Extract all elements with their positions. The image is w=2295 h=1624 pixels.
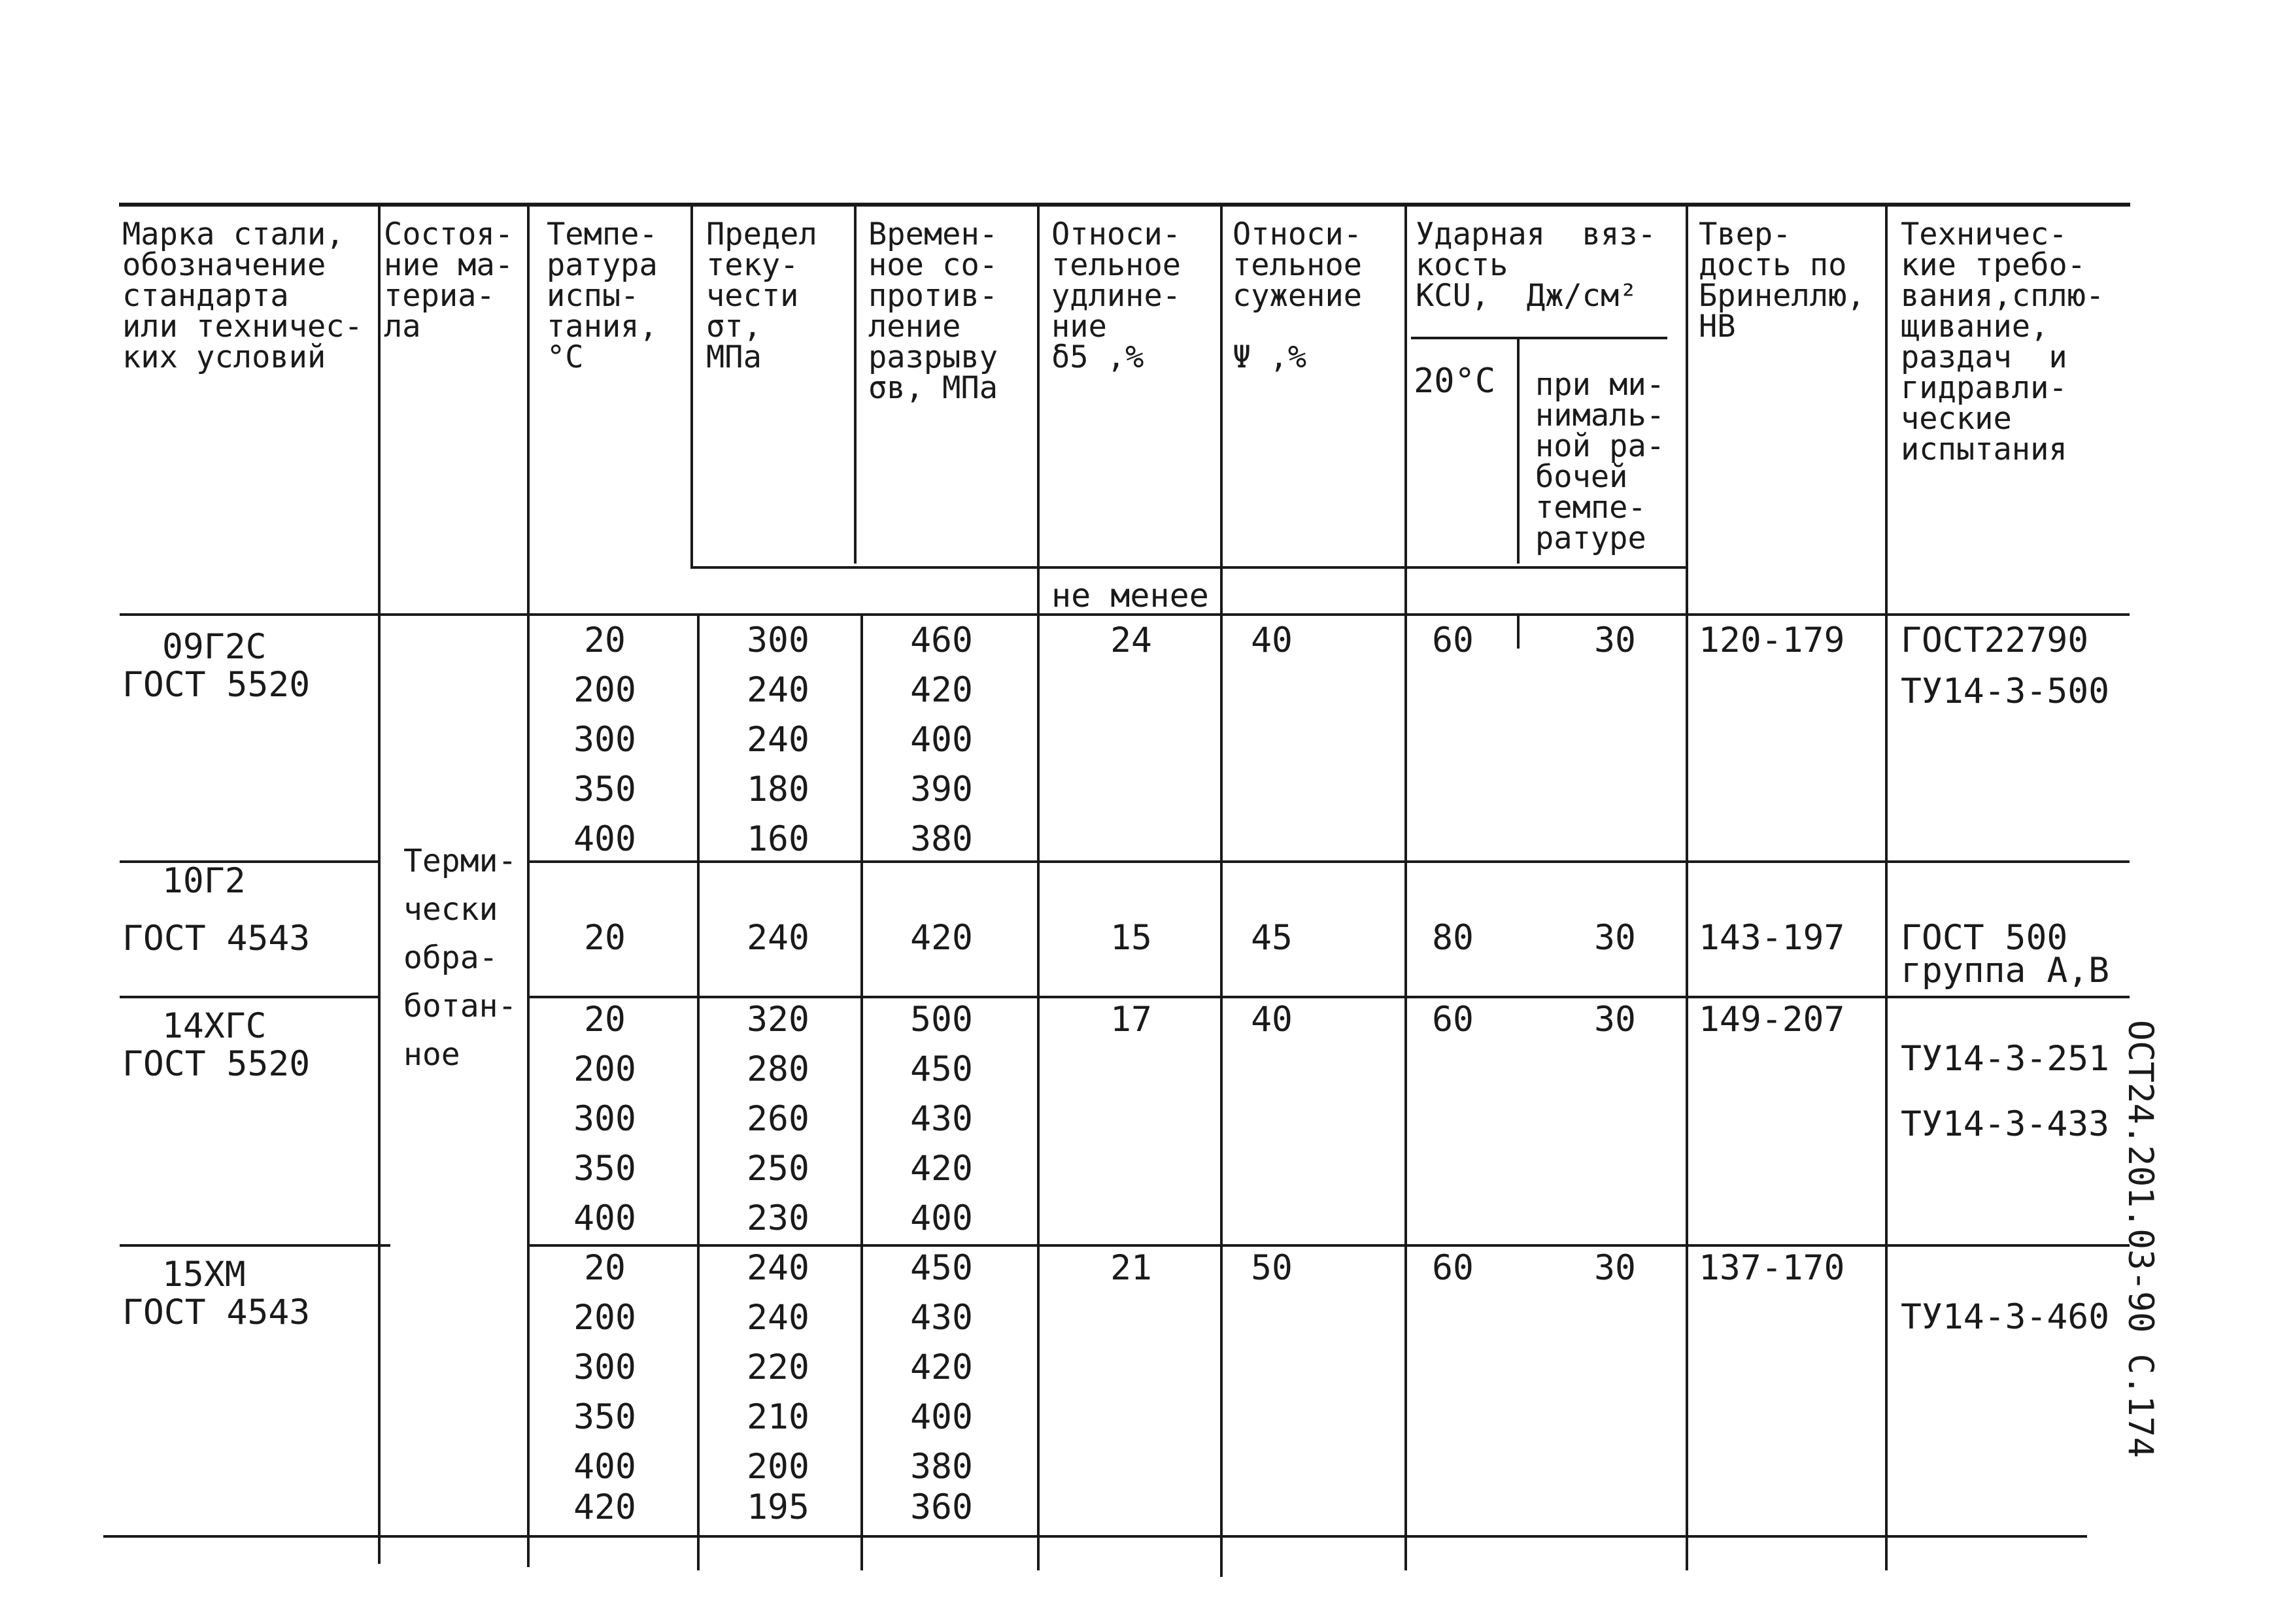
impact-20c-value: 60 xyxy=(1432,620,1474,660)
yield-strength: 280 xyxy=(747,1049,809,1089)
header-impact-20c: 20°С xyxy=(1414,362,1496,401)
tensile-strength: 450 xyxy=(910,1049,973,1089)
header-min-label: не менее xyxy=(1051,577,1209,615)
tensile-strength: 400 xyxy=(910,1397,973,1437)
impact-20c-value: 80 xyxy=(1432,918,1474,958)
hardness-value: 149-207 xyxy=(1699,1000,1845,1040)
tensile-strength: 420 xyxy=(910,670,973,710)
header-temp: Темпе- ратура испы- тания, °С xyxy=(547,216,658,375)
hardness-value: 143-197 xyxy=(1699,918,1845,958)
steel-standard: ГОСТ 5520 xyxy=(122,1044,311,1084)
test-temperature: 350 xyxy=(573,770,636,809)
yield-strength: 240 xyxy=(747,720,809,760)
steel-standard: ГОСТ 5520 xyxy=(122,665,311,705)
tensile-strength: 390 xyxy=(910,770,973,809)
tech-requirement: ТУ14-3-251 xyxy=(1901,1039,2110,1079)
hardness-value: 137-170 xyxy=(1699,1248,1845,1288)
header-yield: Предел теку- чести σт, МПа xyxy=(706,216,817,375)
tensile-strength: 430 xyxy=(910,1099,973,1139)
steel-grade: 10Г2 xyxy=(162,861,246,901)
test-temperature: 20 xyxy=(584,1248,626,1288)
yield-strength: 240 xyxy=(747,1248,809,1288)
tensile-strength: 420 xyxy=(910,918,973,958)
impact-20c-value: 60 xyxy=(1432,1000,1474,1040)
tech-requirement: ТУ14-3-500 xyxy=(1901,671,2110,711)
steel-grade: 09Г2С xyxy=(162,627,267,667)
header-tech-requirements: Техничес- кие требо- вания,сплю- щивание, раздач и гидравли- ческие испытания xyxy=(1901,216,2105,467)
impact-20c-value: 60 xyxy=(1432,1248,1474,1288)
yield-strength: 220 xyxy=(747,1347,809,1387)
tensile-strength: 380 xyxy=(910,1447,973,1487)
header-elongation: Относи- тельное удлине- ние δ5 ,% xyxy=(1051,216,1182,375)
test-temperature: 350 xyxy=(573,1397,636,1437)
yield-strength: 195 xyxy=(747,1487,809,1527)
impact-min-temp-value: 30 xyxy=(1594,620,1636,660)
test-temperature: 400 xyxy=(573,1447,636,1487)
yield-strength: 160 xyxy=(747,819,809,859)
tensile-strength: 400 xyxy=(910,720,973,760)
test-temperature: 400 xyxy=(573,1198,636,1238)
test-temperature: 300 xyxy=(573,720,636,760)
contraction-value: 40 xyxy=(1251,1000,1293,1040)
test-temperature: 20 xyxy=(584,918,626,958)
tensile-strength: 360 xyxy=(910,1487,973,1527)
steel-grade: 15ХМ xyxy=(162,1255,246,1294)
yield-strength: 210 xyxy=(747,1397,809,1437)
impact-min-temp-value: 30 xyxy=(1594,1000,1636,1040)
contraction-value: 40 xyxy=(1251,620,1293,660)
test-temperature: 200 xyxy=(573,670,636,710)
test-temperature: 300 xyxy=(573,1099,636,1139)
material-state: Терми- чески обра- ботан- ное xyxy=(403,843,517,1073)
yield-strength: 240 xyxy=(747,1298,809,1338)
tensile-strength: 460 xyxy=(910,620,973,660)
tech-requirement: ТУ14-3-433 xyxy=(1901,1104,2110,1144)
yield-strength: 260 xyxy=(747,1099,809,1139)
elongation-value: 24 xyxy=(1110,620,1152,660)
hardness-value: 120-179 xyxy=(1699,620,1845,660)
impact-min-temp-value: 30 xyxy=(1594,918,1636,958)
header-tensile: Времен- ное со- против- ление разрыву σв, МПа xyxy=(868,216,998,406)
steel-grade: 14ХГС xyxy=(162,1006,267,1046)
header-state: Состоя- ние ма- териа- ла xyxy=(384,216,514,345)
contraction-value: 50 xyxy=(1251,1248,1293,1288)
test-temperature: 20 xyxy=(584,1000,626,1040)
test-temperature: 200 xyxy=(573,1298,636,1338)
elongation-value: 17 xyxy=(1110,1000,1152,1040)
test-temperature: 20 xyxy=(584,620,626,660)
yield-strength: 180 xyxy=(747,770,809,809)
tech-requirement: ГОСТ22790 xyxy=(1901,620,2089,660)
tensile-strength: 420 xyxy=(910,1149,973,1189)
yield-strength: 240 xyxy=(747,918,809,958)
header-impact-min-temp: при ми- нималь- ной ра- бочей темпе- ратуре xyxy=(1535,367,1665,556)
test-temperature: 200 xyxy=(573,1049,636,1089)
tensile-strength: 380 xyxy=(910,819,973,859)
tensile-strength: 430 xyxy=(910,1298,973,1338)
elongation-value: 15 xyxy=(1110,918,1152,958)
header-hardness: Твер- дость по Бринеллю, НВ xyxy=(1699,216,1865,345)
tensile-strength: 400 xyxy=(910,1198,973,1238)
test-temperature: 400 xyxy=(573,819,636,859)
elongation-value: 21 xyxy=(1110,1248,1152,1288)
yield-strength: 240 xyxy=(747,670,809,710)
impact-min-temp-value: 30 xyxy=(1594,1248,1636,1288)
tech-requirement: группа А,В xyxy=(1901,951,2110,990)
header-impact: Ударная вяз- кость КСU, Дж/см² xyxy=(1416,216,1656,314)
document-code: ОСТ24.201.03-90 С.174 xyxy=(2120,1020,2160,1459)
test-temperature: 420 xyxy=(573,1487,636,1527)
yield-strength: 230 xyxy=(747,1198,809,1238)
header-contraction: Относи- тельное сужение Ψ ,% xyxy=(1232,216,1363,375)
header-grade: Марка стали, обозначение стандарта или техничес- ких условий xyxy=(122,216,363,375)
test-temperature: 350 xyxy=(573,1149,636,1189)
steel-standard: ГОСТ 4543 xyxy=(122,1293,311,1332)
contraction-value: 45 xyxy=(1251,918,1293,958)
tensile-strength: 450 xyxy=(910,1248,973,1288)
tech-requirement: ГОСТ 500 xyxy=(1901,918,2068,958)
yield-strength: 300 xyxy=(747,620,809,660)
yield-strength: 320 xyxy=(747,1000,809,1040)
yield-strength: 250 xyxy=(747,1149,809,1189)
yield-strength: 200 xyxy=(747,1447,809,1487)
tensile-strength: 420 xyxy=(910,1347,973,1387)
tech-requirement: ТУ14-3-460 xyxy=(1901,1297,2110,1337)
steel-standard: ГОСТ 4543 xyxy=(122,919,311,958)
test-temperature: 300 xyxy=(573,1347,636,1387)
tensile-strength: 500 xyxy=(910,1000,973,1040)
